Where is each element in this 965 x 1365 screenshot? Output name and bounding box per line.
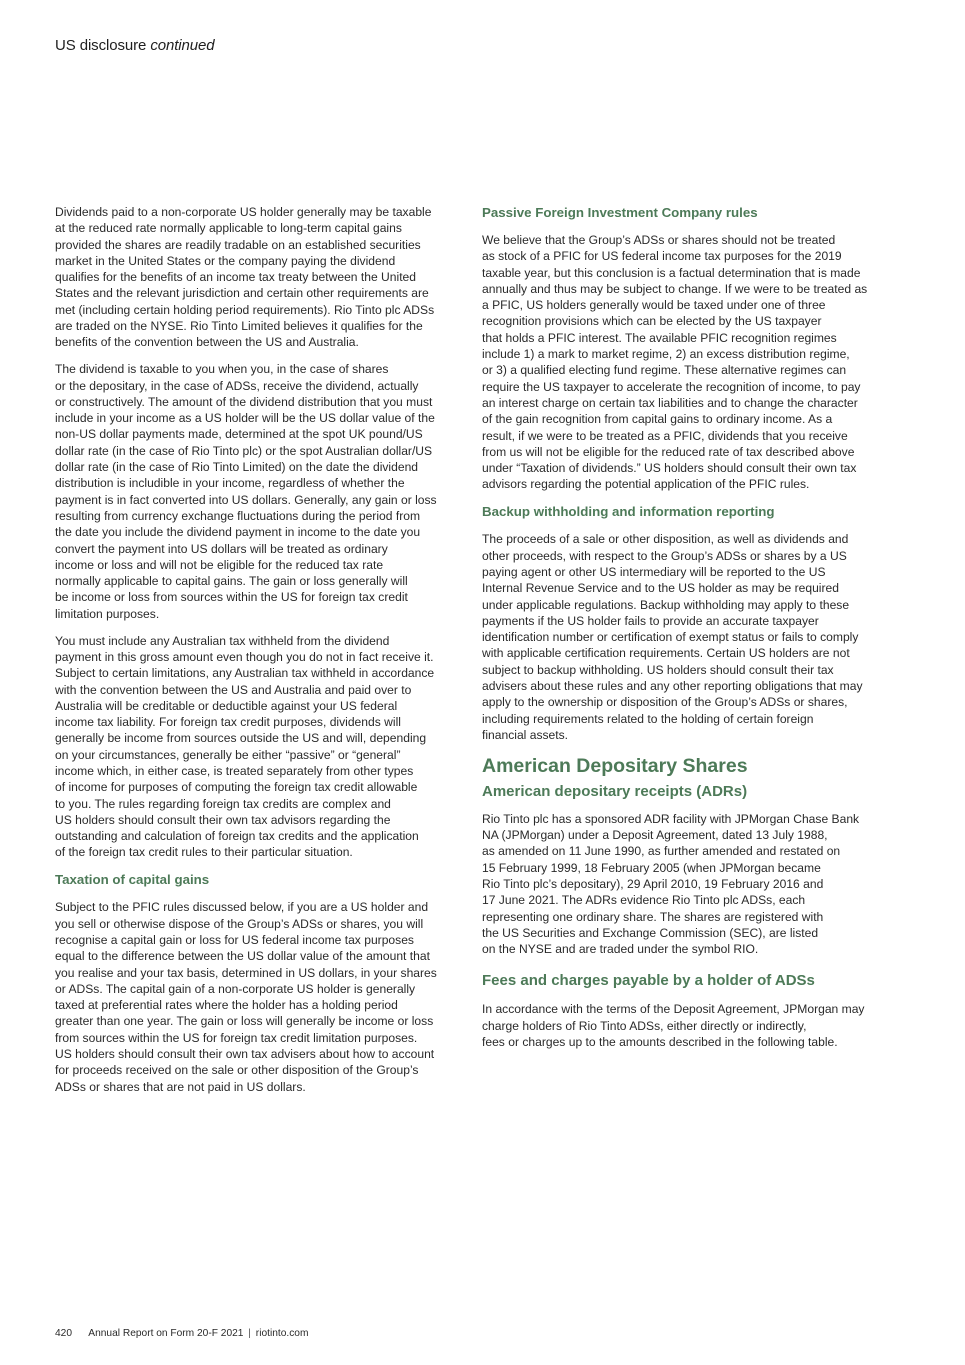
paragraph-adr-facility [482,811,882,958]
text-line: from sources within the US for foreign tax credit limitation purposes. [55,1030,418,1045]
heading-fees-and-charges: Fees and charges payable by a holder of ADSs [482,972,815,990]
text-line: that holds a PFIC interest. The available PFIC recognition regimes [482,330,837,345]
text-line: benefits of the convention between the US and Australia. [55,335,359,350]
text-line: NA (JPMorgan) under a Deposit Agreement, dated 13 July 1988, [482,828,828,843]
report-title: Annual Report on Form 20-F 2021 [88,1328,244,1339]
text-line: on the NYSE and are traded under the symbol RIO. [482,942,759,957]
text-line: of the gain recognition from capital gains to ordinary income. As a [482,412,833,427]
text-line: as amended on 11 June 1990, as further amended and restated on [482,844,841,859]
text-line: with applicable certification requirements. Certain US holders are not [482,646,850,661]
heading-backup-withholding: Backup withholding and information reporting [482,504,775,520]
text-line: equal to the difference between the US dollar value of the amount that [55,949,430,964]
running-head-title: US disclosure [55,37,147,54]
paragraph-backup-withholding [482,531,882,743]
website-link[interactable]: riotinto.com [255,1328,309,1339]
text-line: 17 June 2021. The ADRs evidence Rio Tinto plc ADSs, each [482,893,806,908]
right-column [482,204,882,1061]
text-line: States and the relevant jurisdiction and certain other requirements are [55,286,429,301]
text-line: or ADSs. The capital gain of a non-corporate US holder is generally [55,981,416,996]
text-line: the US Securities and Exchange Commission (SEC), are listed [482,925,819,940]
text-line: with the convention between the US and Australia and paid over to [55,682,412,697]
text-line: advisers about these rules and any other reporting obligations that may [482,679,863,694]
paragraph-australian-tax [55,633,455,861]
text-line: distribution is includible in your income, regardless of whether the [55,476,405,491]
text-line: the date you include the dividend payment in income to the date you [55,525,421,540]
text-line: a PFIC, US holders generally would be taxed under one of three [482,298,826,313]
running-head [55,37,214,54]
text-line: an interest charge on certain tax liabilities and to change the character [482,395,858,410]
text-line: payment in this gross amount even though you do not in fact receive it. [55,649,434,664]
text-line: fees or charges up to the amounts described in the following table. [482,1035,838,1050]
text-line: met (including certain holding period requirements). Rio Tinto plc ADSs [55,302,435,317]
heading-pfic-rules: Passive Foreign Investment Company rules [482,205,758,220]
text-line: Rio Tinto plc has a sponsored ADR facility with JPMorgan Chase Bank [482,811,860,826]
text-line: of the foreign tax credit rules to their particular situation. [55,845,353,860]
text-line: recognition provisions which can be elected by the US taxpayer [482,314,822,329]
text-line: Dividends paid to a non-corporate US holder generally may be taxable [55,205,432,219]
text-line: identification number or certification of exempt status or fails to comply [482,630,859,645]
text-line: from us will not be eligible for the reduced rate of tax described above [482,444,855,459]
text-line: under applicable regulations. Backup withholding may apply to these [482,597,850,612]
text-line: taxable year, but this conclusion is a factual determination that is made [482,265,861,280]
text-line: at the reduced rate normally applicable to long-term capital gains [55,221,402,236]
text-line: resulting from currency exchange fluctuations during the period from [55,508,421,523]
heading-taxation-capital-gains: Taxation of capital gains [55,872,210,888]
text-line: subject to backup withholding. US holders should consult their tax [482,662,834,677]
text-line: financial assets. [482,727,569,742]
text-line: outstanding and calculation of foreign tax credits and the application [55,829,419,844]
paragraph-dividend-taxable [55,361,455,622]
text-line: US holders should consult their own tax advisers about how to account [55,1047,435,1062]
text-line: annually and thus may be subject to change. If we were to be treated as [482,281,868,296]
text-line: for proceeds received on the sale or other disposition of the Group’s [55,1063,419,1078]
text-line: you sell or otherwise dispose of the Group’s ADSs or shares, you will [55,916,424,931]
footer-separator: | [248,1328,251,1339]
text-line: or constructively. The amount of the dividend distribution that you must [55,394,433,409]
text-line: result, if we were to be treated as a PFIC, dividends that you receive [482,428,848,443]
text-line: The proceeds of a sale or other disposition, as well as dividends and [482,532,849,547]
text-line: income tax liability. For foreign tax credit purposes, dividends will [55,715,401,730]
text-line: or the depositary, in the case of ADSs, receive the dividend, actually [55,378,419,393]
text-line: advisors regarding the potential application of the PFIC rules. [482,477,810,492]
text-line: qualifies for the benefits of an income tax treaty between the United [55,270,417,285]
text-line: You must include any Australian tax withheld from the dividend [55,633,390,648]
page-number: 420 [55,1328,72,1339]
text-line: convert the payment into US dollars will be treated as ordinary [55,541,388,556]
text-line: normally applicable to capital gains. The gain or loss generally will [55,574,408,589]
text-line: US holders should consult their own tax advisors regarding the [55,812,391,827]
text-line: to you. The rules regarding foreign tax credits are complex and [55,796,391,811]
text-line: under “Taxation of dividends.” US holders should consult their own tax [482,461,857,476]
heading-american-depositary-shares: American Depositary Shares [482,754,748,777]
text-line: including requirements related to the holding of certain foreign [482,711,814,726]
paragraph-pfic [482,232,882,493]
text-line: other proceeds, with respect to the Group’s ADSs or shares by a US [482,548,847,563]
heading-adrs: American depositary receipts (ADRs) [482,782,748,800]
text-line: Australia will be creditable or deductible against your US federal [55,698,398,713]
paragraph-dividends-rate [55,204,455,351]
text-line: In accordance with the terms of the Deposit Agreement, JPMorgan may [482,1002,865,1017]
text-line: generally be income from sources outside the US and will, depending [55,731,427,746]
text-line: The dividend is taxable to you when you, in the case of shares [55,362,389,377]
left-column [55,204,455,1106]
text-line: of income for purposes of computing the foreign tax credit allowable [55,780,418,795]
text-line: are traded on the NYSE. Rio Tinto Limited believes it qualifies for the [55,319,423,334]
text-line: paying agent or other US intermediary will be reported to the US [482,564,826,579]
paragraph-capital-gains [55,899,455,1095]
text-line: Subject to the PFIC rules discussed below, if you are a US holder and [55,900,429,915]
text-line: payment is in fact converted into US dollars. Generally, any gain or loss [55,492,437,507]
text-line: on your circumstances, generally be either “passive” or “general” [55,747,401,762]
paragraph-fees [482,1001,882,1050]
text-line: charge holders of Rio Tinto ADSs, either directly or indirectly, [482,1018,807,1033]
text-line: greater than one year. The gain or loss will generally be income or loss [55,1014,434,1029]
text-line: ADSs or shares that are not paid in US dollars. [55,1079,306,1094]
text-line: include in your income as a US holder will be the US dollar value of the [55,411,435,426]
text-line: income which, in either case, is treated separately from other types [55,763,414,778]
text-line: 15 February 1999, 18 February 2005 (when JPMorgan became [482,860,821,875]
text-line: provided the shares are readily tradable on an established securities [55,237,421,252]
text-line: income or loss and will not be eligible for the reduced tax rate [55,557,384,572]
text-line: payments if the US holder fails to provide an accurate taxpayer [482,613,819,628]
page-footer [55,1328,308,1339]
text-line: require the US taxpayer to accelerate the recognition of income, to pay [482,379,861,394]
running-head-continued: continued [150,37,215,54]
text-line: Subject to certain limitations, any Australian tax withheld in accordance [55,666,435,681]
text-line: or 3) a qualified electing fund regime. These alternative regimes can [482,363,847,378]
text-line: recognise a capital gain or loss for US federal income tax purposes [55,932,414,947]
text-line: apply to the ownership or disposition of the Group’s ADSs or shares, [482,695,848,710]
text-line: We believe that the Group’s ADSs or shares should not be treated [482,233,836,247]
text-line: be income or loss from sources within the US for foreign tax credit [55,590,408,605]
text-line: non-US dollar payments made, determined at the spot UK pound/US [55,427,423,442]
text-line: market in the United States or the company paying the dividend [55,253,396,268]
text-line: dollar rate (in the case of Rio Tinto Limited) on the date the dividend [55,460,419,475]
text-line: include 1) a mark to market regime, 2) an excess distribution regime, [482,347,850,362]
text-line: you realise and your tax basis, determined in US dollars, in your shares [55,965,437,980]
text-line: as stock of a PFIC for US federal income tax purposes for the 2019 [482,249,842,264]
text-line: dollar rate (in the case of Rio Tinto plc) or the spot Australian dollar/US [55,443,433,458]
text-line: Internal Revenue Service and to the US holder as may be required [482,581,839,596]
text-line: taxed at preferential rates where the holder has a holding period [55,998,398,1013]
text-line: representing one ordinary share. The shares are registered with [482,909,824,924]
text-line: Rio Tinto plc’s depositary), 29 April 2010, 19 February 2016 and [482,876,824,891]
text-line: limitation purposes. [55,606,160,621]
